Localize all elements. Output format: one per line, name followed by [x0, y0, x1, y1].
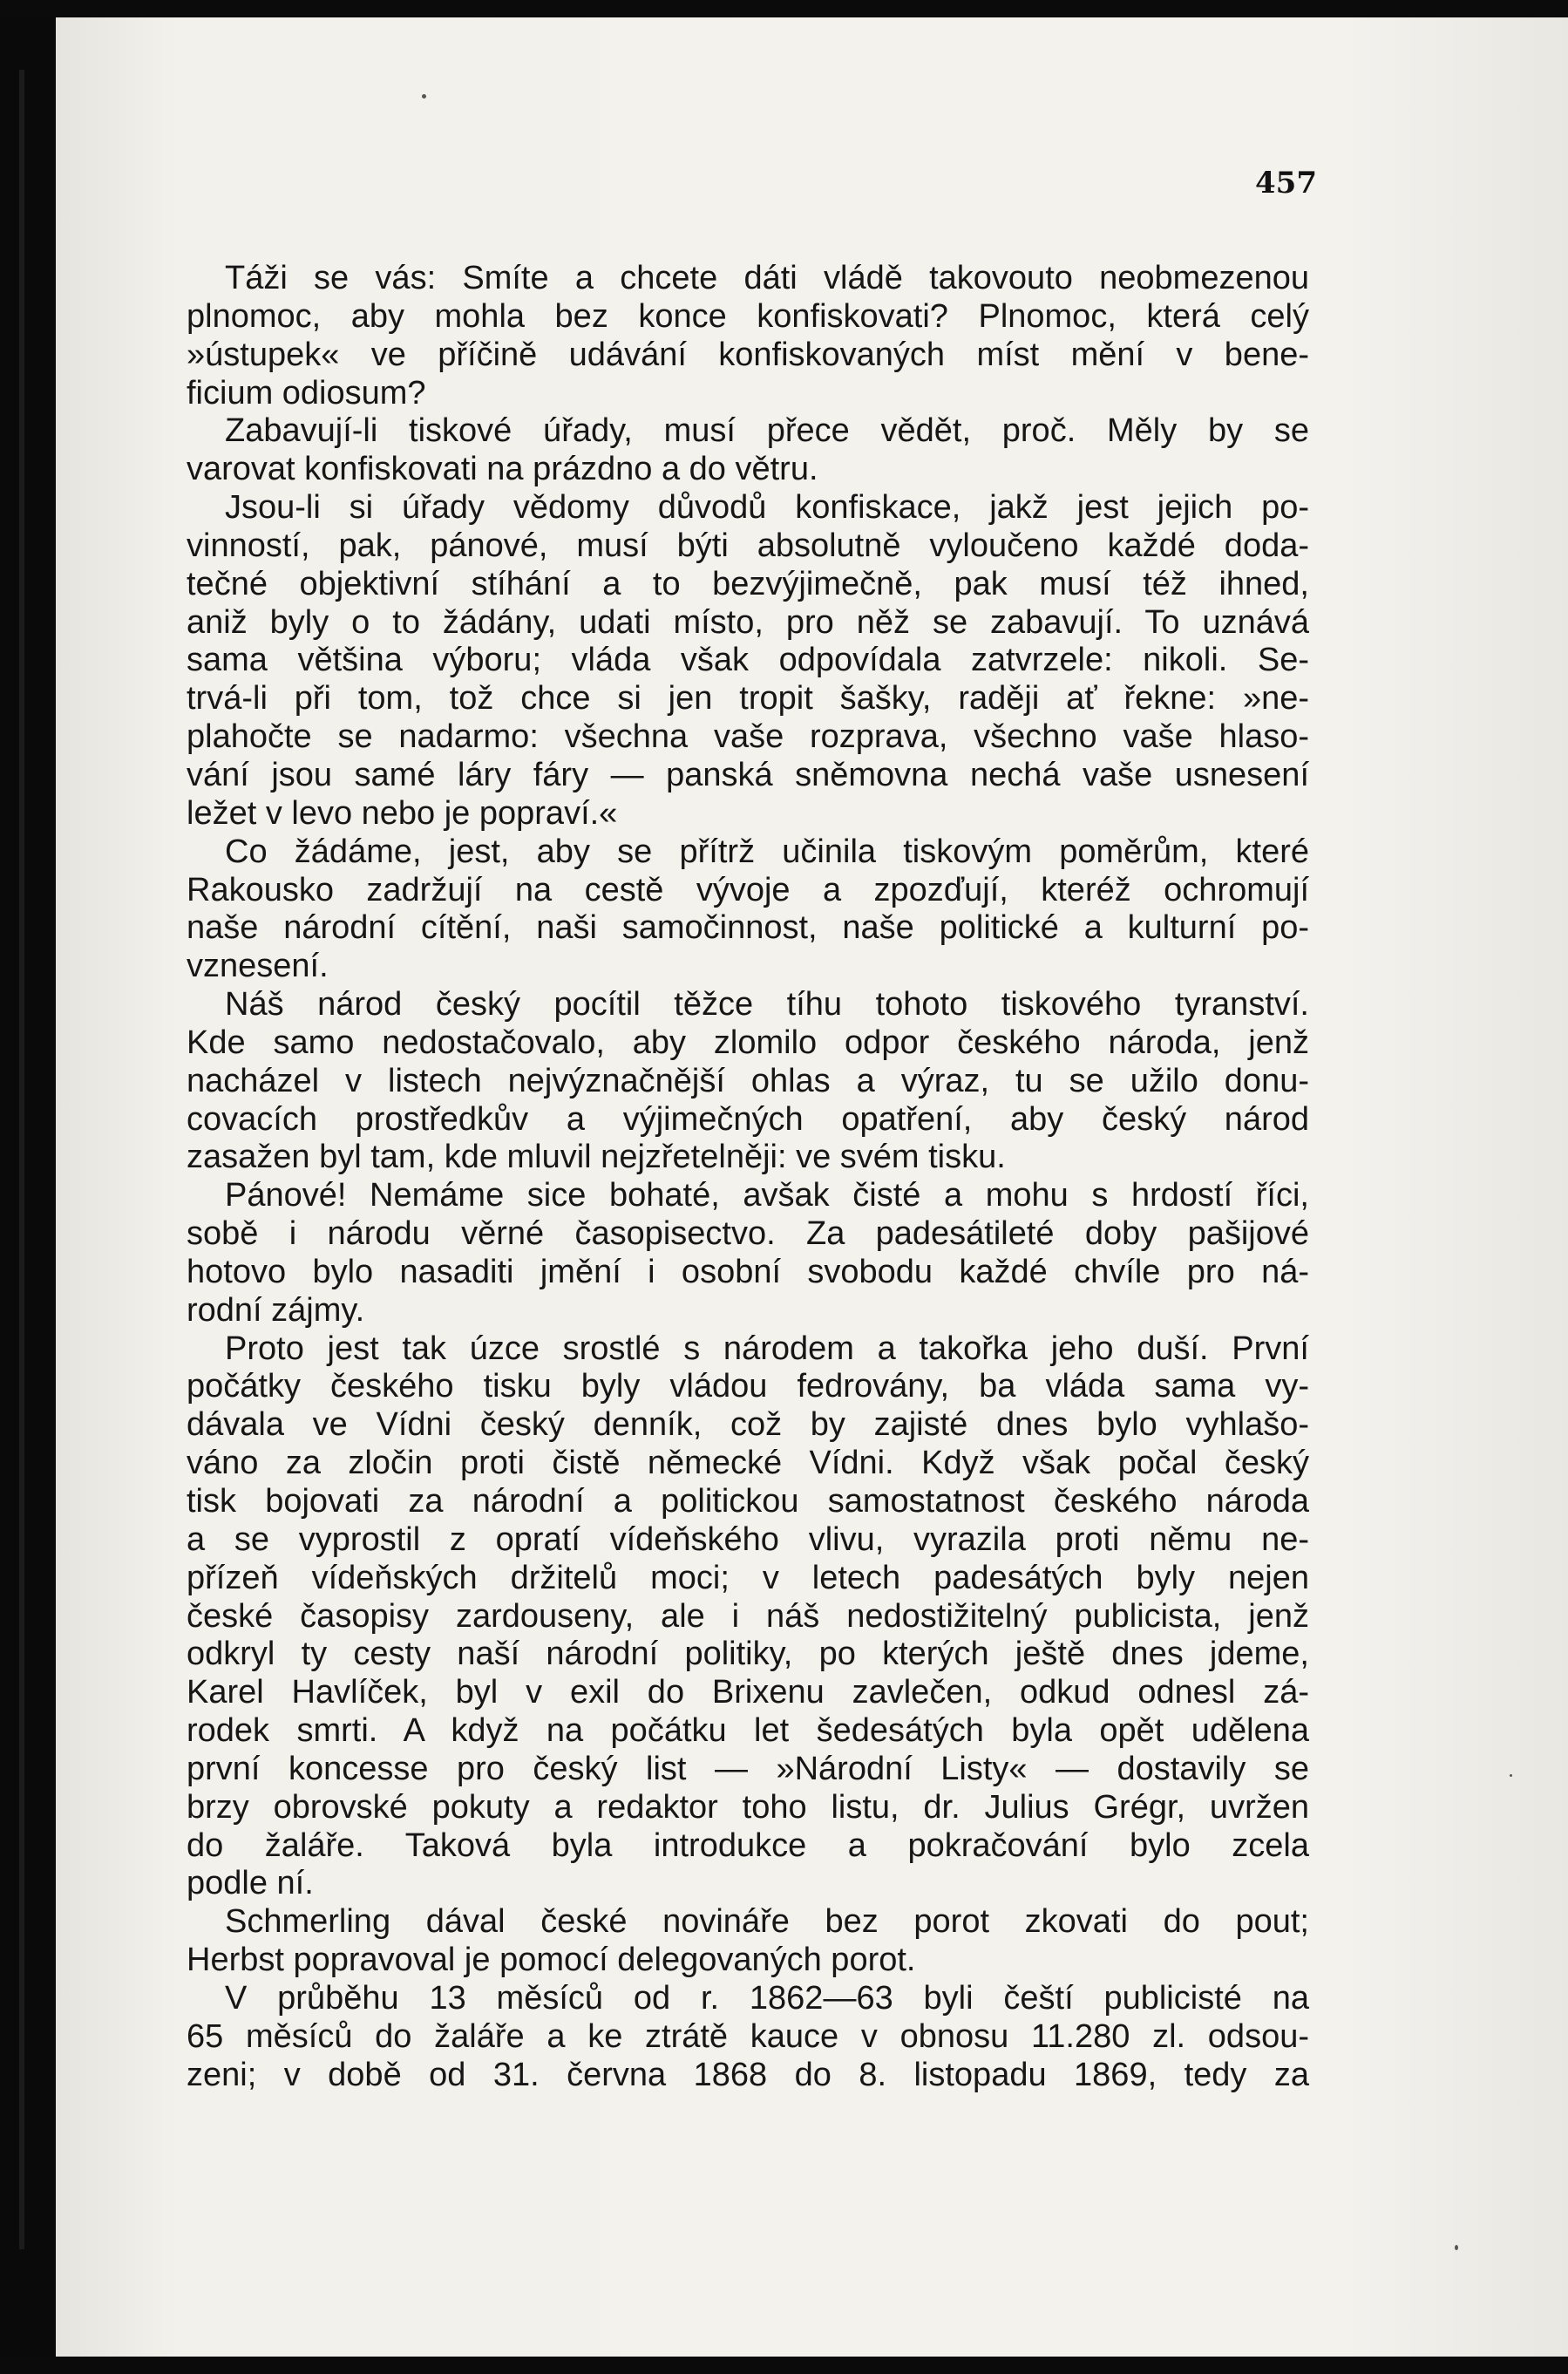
text-line: »ústupek« ve příčině udávání konfiskovaných míst mění v bene-: [187, 336, 1309, 373]
text-line: sama většina výboru; vláda však odpovídala zatvrzele: nikoli. Se-: [187, 642, 1309, 679]
text-line: brzy obrovské pokuty a redaktor toho listu, dr. Julius Grégr, uvržen: [187, 1788, 1309, 1826]
text-line: zeni; v době od 31. června 1868 do 8. listopadu 1869, tedy za: [187, 2056, 1309, 2093]
text-line: podle ní.: [187, 1865, 314, 1902]
text-line: ležet v levo nebo je popraví.«: [187, 794, 618, 832]
text-line: vání jsou samé láry fáry — panská sněmovna nechá vaše usnesení: [187, 756, 1309, 793]
text-line: V průběhu 13 měsíců od r. 1862—63 byli čeští publicisté na: [225, 1979, 1309, 2017]
text-line: ficium odiosum?: [187, 374, 426, 412]
text-line: rodní zájmy.: [187, 1291, 365, 1329]
text-line: naše národní cítění, naši samočinnost, naše politické a kulturní po-: [187, 909, 1309, 947]
text-line: sobě i národu věrné časopisectvo. Za padesátileté doby pašijové: [187, 1215, 1309, 1253]
text-line: Pánové! Nemáme sice bohaté, avšak čisté a mohu s hrdostí říci,: [225, 1177, 1309, 1214]
text-line: Jsou-li si úřady vědomy důvodů konfiskace, jakž jest jejich po-: [225, 489, 1309, 527]
paper-speck: [1510, 1774, 1512, 1777]
text-line: Schmerling dával české novináře bez porot zkovati do pout;: [225, 1903, 1309, 1941]
text-line: Co žádáme, jest, aby se přítrž učinila tiskovým poměrům, které: [225, 833, 1309, 870]
text-line: covacích prostředkův a výjimečných opatření, aby český národ: [187, 1100, 1309, 1138]
text-line: Zabavují-li tiskové úřady, musí přece vědět, proč. Měly by se: [225, 412, 1309, 450]
text-line: Herbst popravoval je pomocí delegovaných porot.: [187, 1942, 916, 1979]
text-line: české časopisy zardouseny, ale i náš nedostižitelný publicista, jenž: [187, 1597, 1309, 1635]
text-line: varovat konfiskovati na prázdno a do větru.: [187, 451, 818, 488]
page-number: 457: [1255, 166, 1317, 201]
text-line: tisk bojovati za národní a politickou samostatnost českého národa: [187, 1483, 1309, 1520]
text-line: Rakousko zadržují na cestě vývoje a zpozďují, kteréž ochromují: [187, 871, 1309, 908]
text-line: Proto jest tak úzce srostlé s národem a takořka jeho duší. První: [225, 1330, 1309, 1367]
text-line: přízeň vídeňských držitelů moci; v letech padesátých byly nejen: [187, 1559, 1309, 1596]
spine-edge: [19, 70, 24, 2249]
text-line: vznesení.: [187, 948, 329, 985]
text-line: plahočte se nadarmo: všechna vaše rozprava, všechno vaše hlaso-: [187, 718, 1309, 756]
text-line: a se vyprostil z opratí vídeňského vlivu, vyrazila proti němu ne-: [187, 1520, 1309, 1558]
text-line: první koncesse pro český list — »Národní Listy« — dostavily se: [187, 1750, 1309, 1787]
text-line: 65 měsíců do žaláře a ke ztrátě kauce v obnosu 11.280 zl. odsou-: [187, 2017, 1309, 2055]
text-line: Náš národ český pocítil těžce tíhu tohoto tiskového tyranství.: [225, 986, 1309, 1024]
text-line: do žaláře. Taková byla introdukce a pokračování bylo zcela: [187, 1826, 1309, 1864]
text-line: aniž byly o to žádány, udati místo, pro něž se zabavují. To uznává: [187, 603, 1309, 641]
paper-speck: [1455, 2245, 1458, 2250]
text-line: počátky českého tisku byly vládou fedrovány, ba vláda sama vy-: [187, 1368, 1309, 1405]
text-line: plnomoc, aby mohla bez konce konfiskovati? Plnomoc, která celý: [187, 297, 1309, 335]
text-line: dávala ve Vídni český denník, což by zajisté dnes bylo vyhlašo-: [187, 1406, 1309, 1444]
text-line: Kde samo nedostačovalo, aby zlomilo odpor českého národa, jenž: [187, 1024, 1309, 1061]
text-line: nacházel v listech nejvýznačnější ohlas a výraz, tu se užilo donu-: [187, 1062, 1309, 1099]
text-line: váno za zločin proti čistě německé Vídni. Když však počal český: [187, 1445, 1309, 1482]
text-line: zasažen byl tam, kde mluvil nejzřetelněji: ve svém tisku.: [187, 1139, 1006, 1176]
book-spine-shadow: [0, 17, 56, 2357]
text-line: hotovo bylo nasaditi jmění i osobní svobodu každé chvíle pro ná-: [187, 1253, 1309, 1290]
text-line: trvá-li při tom, tož chce si jen tropit šašky, raději ať řekne: »ne-: [187, 680, 1309, 718]
text-line: tečné objektivní stíhání a to bezvýjimečně, pak musí též ihned,: [187, 565, 1309, 602]
text-line: vinností, pak, pánové, musí býti absolutně vyloučeno každé doda-: [187, 527, 1309, 564]
text-line: Táži se vás: Smíte a chcete dáti vládě takovouto neobmezenou: [225, 260, 1309, 296]
paper-speck: [422, 94, 426, 99]
text-line: rodek smrti. A když na počátku let šedesátých byla opět udělena: [187, 1712, 1309, 1750]
body-text: [187, 260, 1309, 2095]
text-line: Karel Havlíček, byl v exil do Brixenu zavlečen, odkud odnesl zá-: [187, 1674, 1309, 1711]
text-line: odkryl ty cesty naší národní politiky, po kterých ještě dnes jdeme,: [187, 1636, 1309, 1673]
